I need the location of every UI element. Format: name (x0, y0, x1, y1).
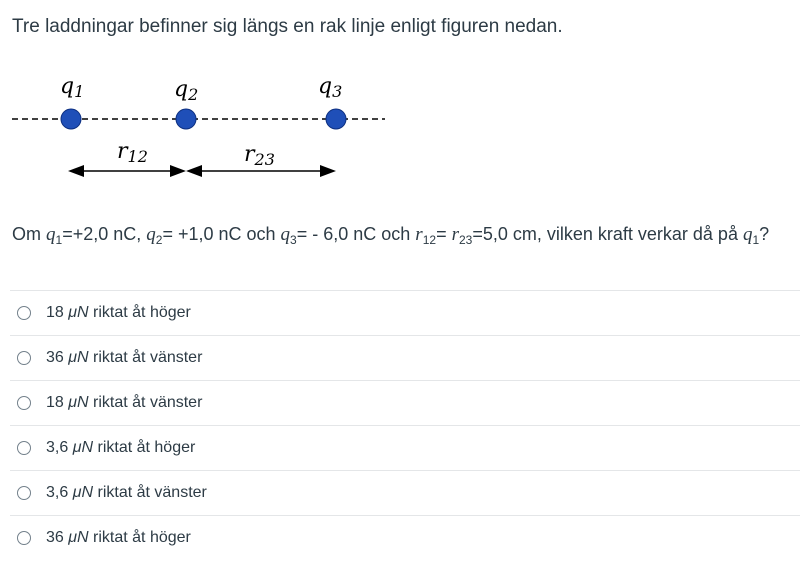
r23-left-arrowhead (186, 165, 202, 177)
answer-direction: riktat åt höger (93, 529, 191, 546)
radio-button[interactable] (17, 351, 31, 365)
charge-figure (0, 60, 400, 195)
radio-button[interactable] (17, 441, 31, 455)
answer-unit: μN (68, 304, 89, 321)
radio-button[interactable] (17, 306, 31, 320)
intro-text: Tre laddningar befinner sig längs en rak linje enligt figuren nedan. (12, 16, 563, 37)
question-part: Om (12, 224, 46, 244)
label-q3-text: q (318, 74, 333, 99)
var-q: q (146, 224, 156, 245)
label-subscript: 23 (254, 150, 275, 169)
answer-label (46, 394, 202, 412)
answer-direction: riktat åt vänster (93, 349, 203, 366)
answer-label (46, 529, 191, 547)
r12-left-arrowhead (68, 165, 84, 177)
var-sub: 1 (752, 233, 760, 247)
var-q: q (280, 224, 291, 245)
answer-option-1[interactable] (10, 290, 800, 335)
answer-value: 18 (46, 304, 64, 321)
var-sub: 12 (422, 233, 437, 247)
label-r12-text: r (117, 139, 128, 164)
label-q2-text: q (174, 77, 189, 102)
answer-label (46, 349, 202, 367)
label-q2 (174, 77, 198, 104)
label-subscript: 2 (188, 85, 199, 104)
label-r23-text: r (244, 142, 255, 167)
answer-direction: riktat åt vänster (97, 484, 207, 501)
var-q: q (742, 224, 753, 245)
var-q: q (46, 224, 56, 245)
answer-direction: riktat åt höger (97, 439, 196, 456)
label-subscript: 12 (127, 147, 148, 166)
question-part: =5,0 cm, vilken kraft verkar då på (472, 224, 743, 244)
answer-unit: μN (72, 484, 94, 501)
var-r: r (451, 224, 459, 245)
charge-q3 (326, 109, 346, 129)
answer-value: 18 (46, 394, 64, 411)
var-sub: 23 (458, 233, 473, 247)
answer-option-3[interactable] (10, 380, 800, 425)
answer-list (10, 290, 800, 560)
var-sub: 1 (55, 233, 63, 247)
answer-label (46, 484, 207, 502)
answer-label (46, 304, 191, 322)
answer-direction: riktat åt vänster (93, 394, 203, 411)
answer-option-5[interactable] (10, 470, 800, 515)
answer-value: 3,6 (46, 484, 69, 501)
label-q1-text: q (60, 74, 75, 99)
answer-option-6[interactable] (10, 515, 800, 560)
answer-option-4[interactable] (10, 425, 800, 470)
label-subscript: 1 (74, 82, 85, 101)
charge-diagram (0, 60, 400, 195)
question-text (12, 224, 769, 247)
label-r23 (244, 142, 275, 169)
question-part: ? (759, 224, 770, 244)
answer-value: 3,6 (46, 439, 69, 456)
charge-q2 (176, 109, 196, 129)
answer-unit: μN (68, 529, 89, 546)
answer-value: 36 (46, 529, 64, 546)
answer-unit: μN (68, 394, 89, 411)
radio-button[interactable] (17, 531, 31, 545)
var-r: r (415, 224, 423, 245)
label-q3 (318, 74, 342, 101)
question-part: = - 6,0 nC och (296, 224, 416, 244)
label-subscript: 3 (332, 82, 343, 101)
radio-button[interactable] (17, 396, 31, 410)
label-q1 (60, 74, 84, 101)
answer-label (46, 439, 195, 457)
question-part: = +1,0 nC och (162, 224, 281, 244)
var-sub: 2 (155, 233, 163, 247)
label-r12 (117, 139, 148, 166)
question-part: = (436, 224, 452, 244)
answer-direction: riktat åt höger (93, 304, 191, 321)
answer-value: 36 (46, 349, 64, 366)
radio-button[interactable] (17, 486, 31, 500)
r12-right-arrowhead (170, 165, 186, 177)
answer-unit: μN (68, 349, 89, 366)
question-part: =+2,0 nC, (62, 224, 147, 244)
charge-q1 (61, 109, 81, 129)
answer-option-2[interactable] (10, 335, 800, 380)
r23-right-arrowhead (320, 165, 336, 177)
answer-unit: μN (72, 439, 94, 456)
var-sub: 3 (290, 233, 297, 247)
